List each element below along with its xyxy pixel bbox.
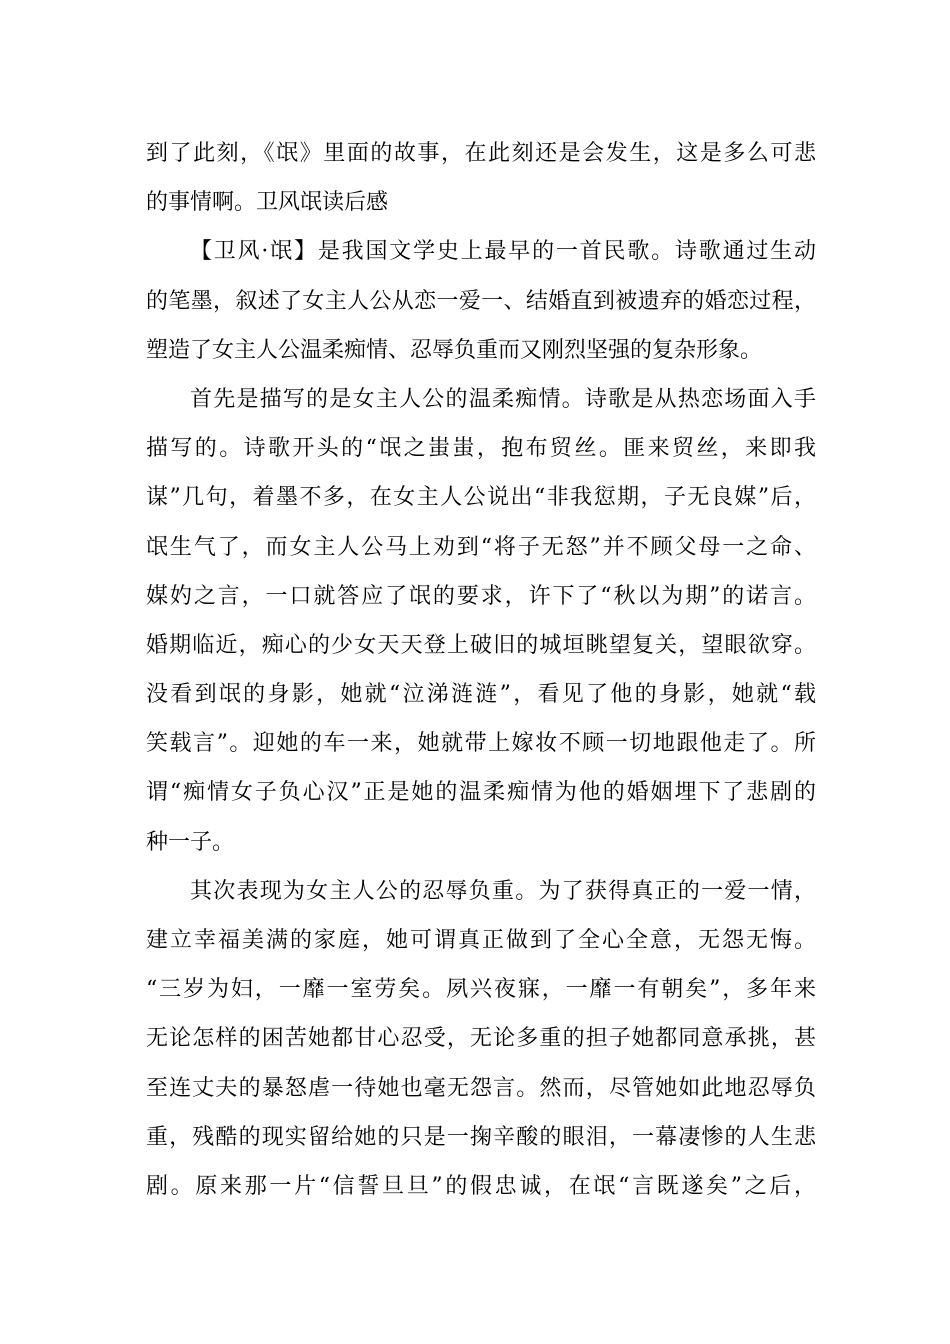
text-line: 其次表现为女主人公的忍辱负重。为了获得真正的一爱一情，: [190, 878, 816, 904]
text-line: “三岁为妇，一靡一室劳矣。夙兴夜寐，一靡一有朝矣”，多年来: [146, 977, 816, 1003]
text-line: 谓“痴情女子负心汉”正是她的温柔痴情为他的婚姻埋下了悲剧的: [146, 780, 816, 806]
text-line: 无论怎样的困苦她都甘心忍受，无论多重的担子她都同意承挑，甚: [146, 1026, 816, 1052]
text-line: 剧。原来那一片“信誓旦旦”的假忠诚，在氓“言既遂矣”之后，: [146, 1173, 816, 1199]
body-text: [146, 129, 816, 1211]
text-line: 到了此刻，《氓》里面的故事，在此刻还是会发生，这是多么可悲: [146, 141, 816, 166]
text-line: 媒妁之言，一口就答应了氓的要求，许下了“秋以为期”的诺言。: [146, 583, 816, 609]
text-line: 建立幸福美满的家庭，她可谓真正做到了全心全意，无怨无悔。: [146, 928, 816, 953]
text-line: 笑载言”。迎她的车一来，她就带上嫁妆不顾一切地跟他走了。所: [146, 731, 816, 757]
text-line: 至连丈夫的暴怒虐一待她也毫无怨言。然而，尽管她如此地忍辱负: [146, 1075, 816, 1101]
text-line: 氓生气了，而女主人公马上劝到“将子无怒”并不顾父母一之命、: [146, 534, 816, 560]
text-line: 塑造了女主人公温柔痴情、忍辱负重而又刚烈坚强的复杂形象。: [146, 337, 763, 363]
text-line: 重，残酷的现实留给她的只是一掬辛酸的眼泪，一幕凄惨的人生悲: [146, 1124, 816, 1150]
text-line: 【卫风·氓】是我国文学史上最早的一首民歌。诗歌通过生动: [190, 239, 816, 265]
text-line: 的事情啊。卫风氓读后感: [146, 190, 389, 216]
text-line: 谋”几句，着墨不多，在女主人公说出“非我愆期，子无良媒”后，: [146, 485, 816, 511]
text-line: 没看到氓的身影，她就“泣涕涟涟”，看见了他的身影，她就“载: [146, 682, 816, 708]
text-line: 首先是描写的是女主人公的温柔痴情。诗歌是从热恋场面入手: [190, 386, 816, 412]
text-line: 婚期临近，痴心的少女天天登上破旧的城垣眺望复关，望眼欲穿。: [146, 632, 816, 658]
text-line: 种一子。: [146, 829, 235, 855]
text-line: 的笔墨，叙述了女主人公从恋一爱一、结婚直到被遗弃的婚恋过程，: [146, 288, 816, 314]
text-line: 描写的。诗歌开头的“氓之蚩蚩，抱布贸丝。匪来贸丝，来即我: [146, 436, 816, 462]
